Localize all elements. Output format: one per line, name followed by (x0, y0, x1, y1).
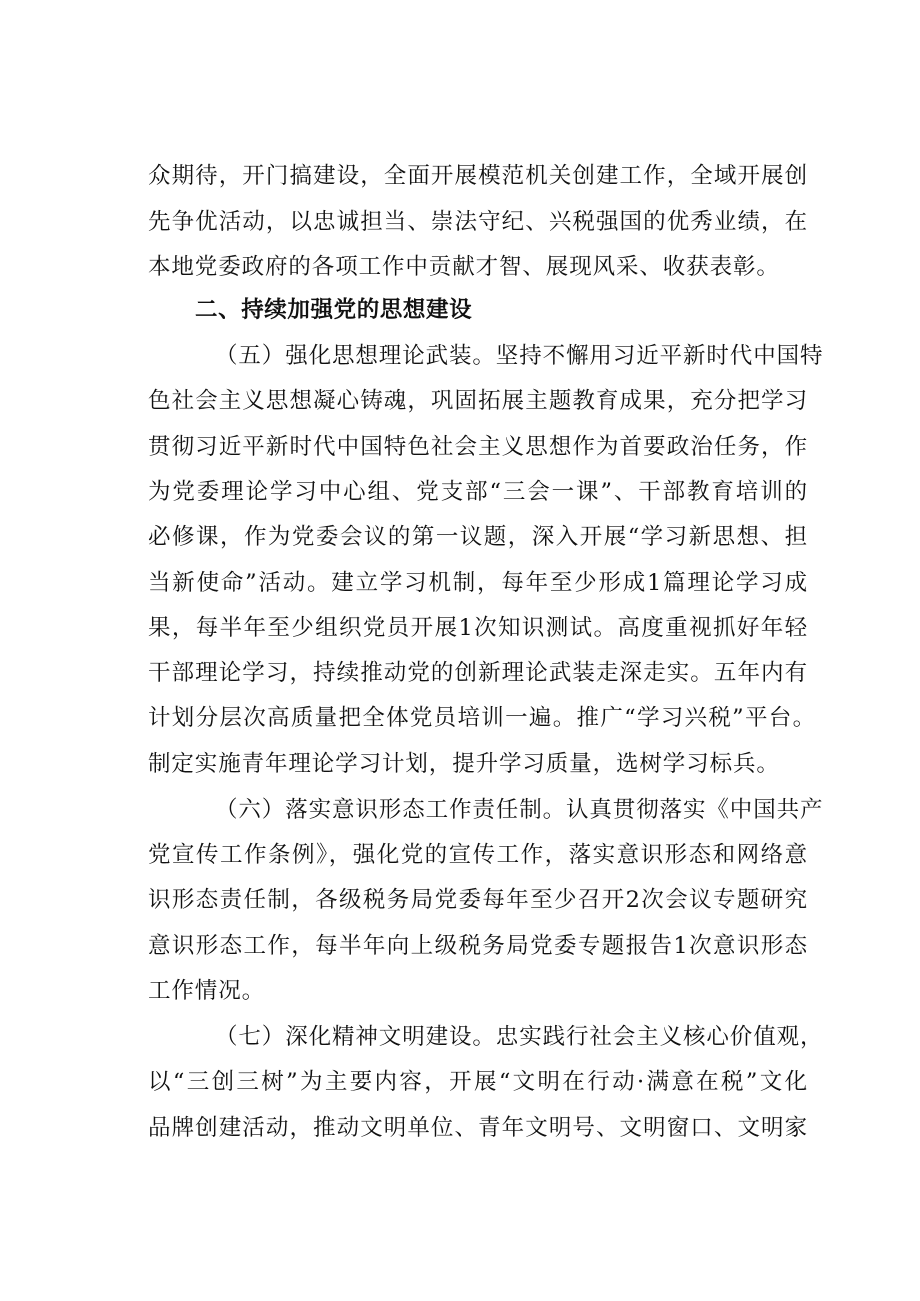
body-text-line: 贯彻习近平新时代中国特色社会主义思想作为首要政治任务，作 (148, 434, 808, 460)
body-text-line: 先争优活动，以忠诚担当、崇法守纪、兴税强国的优秀业绩，在 (148, 209, 808, 235)
body-text-line: 本地党委政府的各项工作中贡献才智、展现风采、收获表彰。 (148, 254, 780, 280)
body-text-line: 工作情况。 (148, 978, 266, 1004)
body-text-line: 当新使命”活动。建立学习机制，每年至少形成1篇理论学习成 (148, 570, 808, 596)
body-text-line: 众期待，开门搞建设，全面开展模范机关创建工作，全域开展创 (148, 163, 808, 189)
body-text-line: 以“三创三树”为主要内容，开展“文明在行动·满意在税”文化 (148, 1069, 808, 1095)
paragraph-first-line: （六）落实意识形态工作责任制。认真贯彻落实《中国共产 (215, 797, 824, 823)
body-text-line: 果，每半年至少组织党员开展1次知识测试。高度重视抓好年轻 (148, 615, 808, 641)
body-text-line: 党宣传工作条例》，强化党的宣传工作，落实意识形态和网络意 (148, 842, 808, 868)
body-text-line: 干部理论学习，持续推动党的创新理论武装走深走实。五年内有 (148, 660, 808, 686)
paragraph-first-line: （五）强化思想理论武装。坚持不懈用习近平新时代中国特 (215, 343, 824, 369)
body-text-line: 必修课，作为党委会议的第一议题，深入开展“学习新思想、担 (148, 524, 808, 550)
paragraph-first-line: （七）深化精神文明建设。忠实践行社会主义核心价值观， (215, 1024, 824, 1050)
body-text-line: 色社会主义思想凝心铸魂，巩固拓展主题教育成果，充分把学习 (148, 388, 808, 414)
body-text-line: 为党委理论学习中心组、党支部“三会一课”、干部教育培训的 (148, 479, 808, 505)
body-text-line: 制定实施青年理论学习计划，提升学习质量，选树学习标兵。 (148, 751, 780, 777)
body-text-line: 品牌创建活动，推动文明单位、青年文明号、文明窗口、文明家 (148, 1115, 808, 1141)
body-text-line: 计划分层次高质量把全体党员培训一遍。推广“学习兴税”平台。 (148, 705, 816, 731)
body-text-line: 识形态责任制，各级税务局党委每年至少召开2次会议专题研究 (148, 887, 808, 913)
body-text-line: 意识形态工作，每半年向上级税务局党委专题报告1次意识形态 (148, 933, 808, 959)
section-heading: 二、持续加强党的思想建设 (195, 297, 473, 323)
